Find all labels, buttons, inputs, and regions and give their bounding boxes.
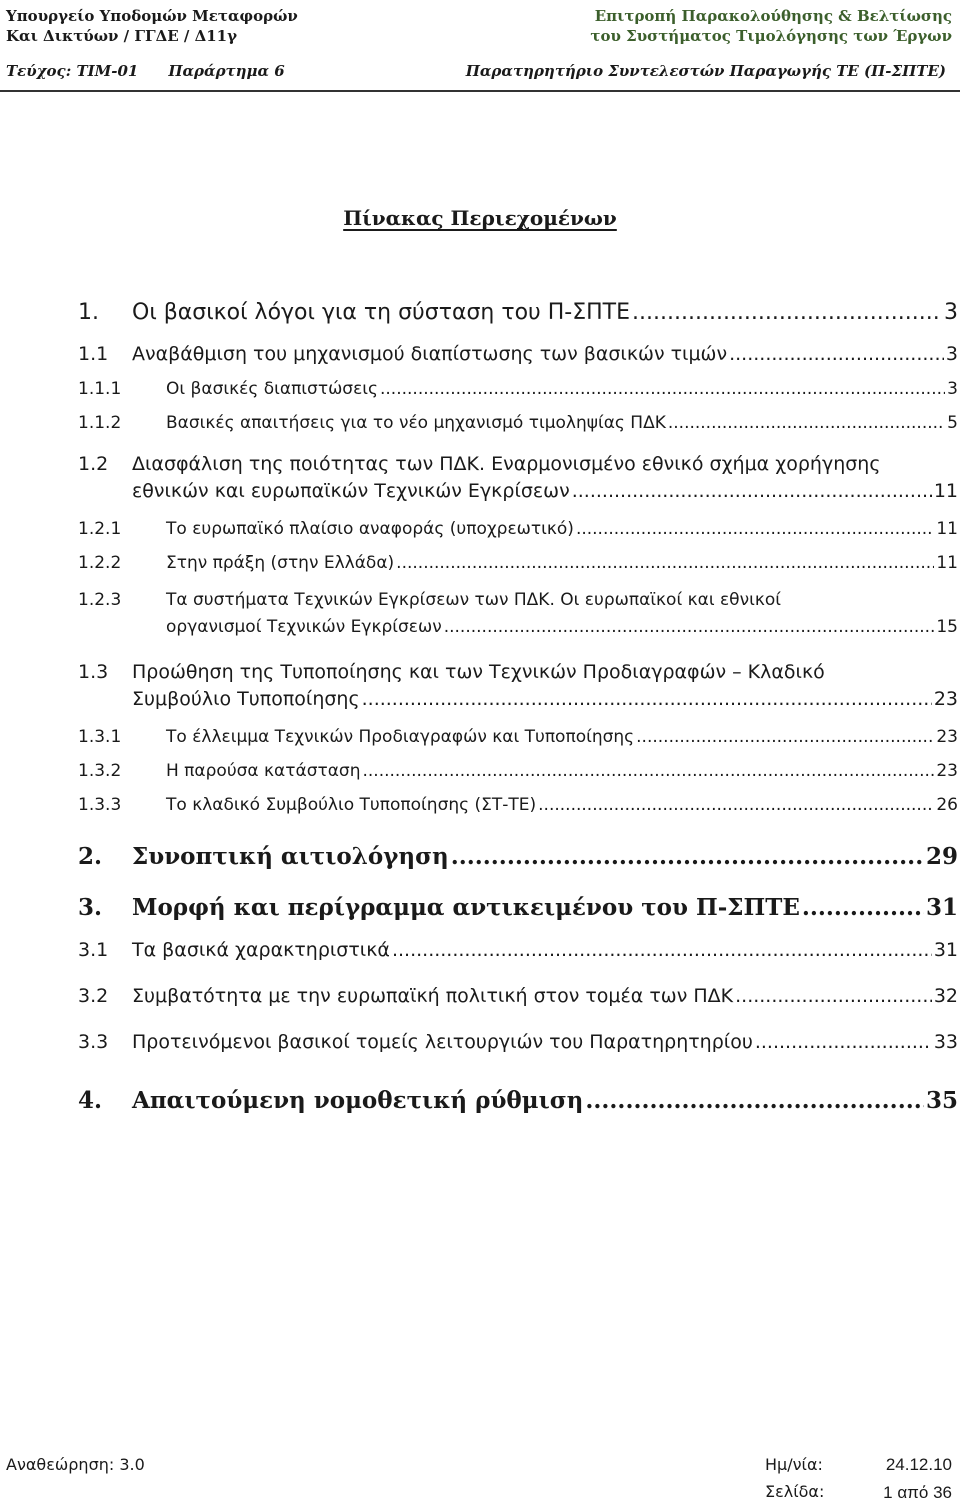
toc-leader-dots <box>572 478 932 505</box>
toc-number: 3.3 <box>78 1031 109 1053</box>
toc-page: 11 <box>936 519 958 539</box>
toc-text: Απαιτούμενη νομοθετική ρύθμιση <box>132 1087 584 1114</box>
toc-entry-1-1-1[interactable] <box>78 379 958 399</box>
toc-entry-1-3-2[interactable] <box>78 761 958 781</box>
toc-entry-1-2[interactable] <box>78 451 958 505</box>
toc-page: 11 <box>936 553 958 573</box>
toc-text: Συμβατότητα με την ευρωπαϊκή πολιτική στον τομέα των ΠΔΚ <box>132 985 734 1007</box>
footer-labels <box>765 1455 824 1501</box>
header-divider <box>0 90 960 92</box>
toc-entry-1-1-2[interactable] <box>78 413 958 433</box>
toc-text: Στην πράξη (στην Ελλάδα) <box>166 553 395 573</box>
toc-leader-dots <box>396 553 934 573</box>
toc-leader-dots <box>729 343 944 365</box>
table-of-contents <box>78 300 958 1114</box>
toc-leader-dots <box>585 1087 924 1114</box>
toc-leader-dots <box>576 519 934 539</box>
ministry-header <box>6 6 298 46</box>
toc-page: 26 <box>936 795 958 815</box>
issue-line <box>6 62 285 80</box>
toc-page: 29 <box>925 843 958 870</box>
toc-text-line1: Τα συστήματα Τεχνικών Εγκρίσεων των ΠΔΚ. Οι ευρωπαϊκοί και εθνικοί <box>166 590 782 610</box>
toc-text-line2: οργανισμοί Τεχνικών Εγκρίσεων <box>166 617 442 637</box>
toc-entry-4[interactable] <box>78 1087 958 1114</box>
toc-text-line1: Προώθηση της Τυποποίησης και των Τεχνικών Προδιαγραφών – Κλαδικό <box>132 661 825 683</box>
toc-page: 32 <box>933 985 958 1007</box>
toc-leader-dots <box>668 413 945 433</box>
toc-leader-dots <box>538 795 934 815</box>
toc-entry-3-1[interactable] <box>78 939 958 961</box>
toc-page: 31 <box>933 939 958 961</box>
toc-number: 1.2 <box>78 453 109 475</box>
toc-text: Βασικές απαιτήσεις για το νέο μηχανισμό τιμοληψίας ΠΔΚ <box>166 413 666 433</box>
toc-number: 1.1 <box>78 343 109 365</box>
toc-leader-dots <box>362 686 932 713</box>
toc-leader-dots <box>362 761 934 781</box>
toc-text: Προτεινόμενοι βασικοί τομείς λειτουργιών του Παρατηρητηρίου <box>132 1031 753 1053</box>
revision-label: Αναθεώρηση: 3.0 <box>6 1455 145 1474</box>
toc-leader-dots <box>755 1031 932 1053</box>
toc-page: 11 <box>933 480 958 502</box>
toc-page: 33 <box>933 1031 958 1053</box>
toc-page: 35 <box>925 1087 958 1114</box>
page-value: 1 από 36 <box>883 1483 952 1502</box>
toc-text-line2: εθνικών και ευρωπαϊκών Τεχνικών Εγκρίσεων <box>132 480 570 502</box>
date-value: 24.12.10 <box>885 1455 952 1474</box>
toc-page: 3 <box>944 300 958 325</box>
toc-number: 2. <box>78 843 103 870</box>
toc-entry-3-2[interactable] <box>78 985 958 1007</box>
toc-number: 3.1 <box>78 939 109 961</box>
toc-entry-2[interactable] <box>78 843 958 870</box>
toc-entry-1-2-2[interactable] <box>78 553 958 573</box>
toc-page: 3 <box>945 343 958 365</box>
toc-number: 1.2.2 <box>78 553 122 573</box>
toc-text: Το έλλειμμα Τεχνικών Προδιαγραφών και Τυποποίησης <box>166 727 635 747</box>
toc-entry-1[interactable] <box>78 300 958 325</box>
toc-entry-1-3[interactable] <box>78 659 958 713</box>
toc-number: 1. <box>78 300 99 325</box>
toc-page: 5 <box>947 413 958 433</box>
toc-leader-dots <box>636 727 934 747</box>
toc-entry-1-2-1[interactable] <box>78 519 958 539</box>
toc-text: Τα βασικά χαρακτηριστικά <box>132 939 390 961</box>
toc-text: Το κλαδικό Συμβούλιο Τυποποίησης (ΣΤ-ΤΕ) <box>166 795 537 815</box>
toc-entry-3[interactable] <box>78 894 958 921</box>
toc-text: Αναβάθμιση του μηχανισμού διαπίστωσης των βασικών τιμών <box>132 343 728 365</box>
toc-number: 3.2 <box>78 985 109 1007</box>
toc-page: 23 <box>936 761 958 781</box>
issue-code: Τεύχος: ΤΙΜ-01 <box>6 62 139 80</box>
toc-entry-3-3[interactable] <box>78 1031 958 1053</box>
date-label: Ημ/νία: <box>765 1455 823 1474</box>
ministry-department: Και Δικτύων / ΓΓΔΕ / Δ11γ <box>6 27 238 45</box>
committee-name-line1: Επιτροπή Παρακολούθησης & Βελτίωσης <box>594 7 952 25</box>
page-label: Σελίδα: <box>765 1482 825 1501</box>
toc-page: 15 <box>936 617 958 637</box>
toc-number: 1.3.3 <box>78 795 122 815</box>
observatory-title: Παρατηρητήριο Συντελεστών Παραγωγής ΤΕ (Π-ΣΠΤΕ) <box>465 62 946 80</box>
committee-header <box>590 6 952 46</box>
toc-text: Συνοπτική αιτιολόγηση <box>132 843 449 870</box>
toc-entry-1-3-3[interactable] <box>78 795 958 815</box>
toc-leader-dots <box>380 379 945 399</box>
toc-text: Οι βασικές διαπιστώσεις <box>166 379 378 399</box>
toc-text: Η παρούσα κατάσταση <box>166 761 361 781</box>
toc-title: Πίνακας Περιεχομένων <box>343 206 617 230</box>
toc-entry-1-1[interactable] <box>78 343 958 365</box>
toc-number: 1.3.1 <box>78 727 122 747</box>
toc-number: 1.2.3 <box>78 590 122 610</box>
toc-text: Μορφή και περίγραμμα αντικειμένου του Π-ΣΠΤΕ <box>132 894 800 921</box>
toc-leader-dots <box>735 985 932 1007</box>
toc-number: 1.1.2 <box>78 413 122 433</box>
toc-number: 1.3.2 <box>78 761 122 781</box>
toc-text-line2: Συμβούλιο Τυποποίησης <box>132 688 360 710</box>
toc-leader-dots <box>444 614 935 641</box>
toc-text: Οι βασικοί λόγοι για τη σύσταση του Π-ΣΠΤΕ <box>132 300 631 325</box>
toc-entry-1-3-1[interactable] <box>78 727 958 747</box>
appendix-label: Παράρτημα 6 <box>168 62 285 80</box>
toc-leader-dots <box>802 894 924 921</box>
toc-page: 3 <box>947 379 958 399</box>
toc-page: 23 <box>936 727 958 747</box>
committee-name-line2: του Συστήματος Τιμολόγησης των Έργων <box>590 27 952 45</box>
toc-number: 4. <box>78 1087 103 1114</box>
footer-values <box>883 1455 952 1503</box>
toc-number: 1.1.1 <box>78 379 122 399</box>
toc-leader-dots <box>392 939 932 961</box>
toc-number: 1.3 <box>78 661 109 683</box>
toc-number: 3. <box>78 894 103 921</box>
ministry-name: Υπουργείο Υποδομών Μεταφορών <box>6 7 298 25</box>
toc-page: 31 <box>925 894 958 921</box>
toc-text-line1: Διασφάλιση της ποιότητας των ΠΔΚ. Εναρμονισμένο εθνικό σχήμα χορήγησης <box>132 453 881 475</box>
toc-number: 1.2.1 <box>78 519 122 539</box>
toc-entry-1-2-3[interactable] <box>78 587 958 641</box>
toc-leader-dots <box>632 300 942 325</box>
toc-leader-dots <box>451 843 924 870</box>
toc-page: 23 <box>933 688 958 710</box>
toc-text: Το ευρωπαϊκό πλαίσιο αναφοράς (υποχρεωτικό) <box>166 519 574 539</box>
